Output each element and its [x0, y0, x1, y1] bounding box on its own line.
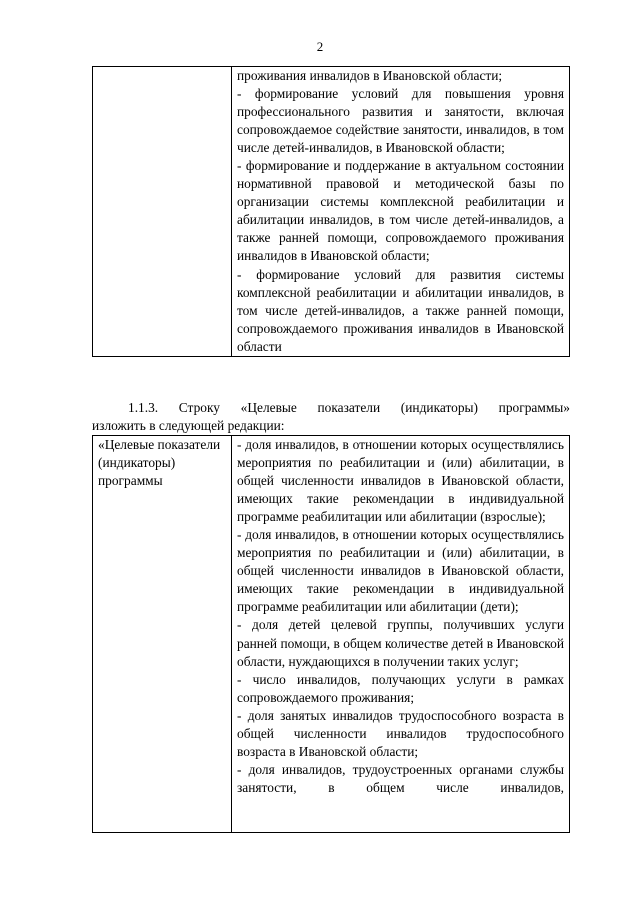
- indicator-item: - доля инвалидов, в отношении которых осуществлялись мероприятия по реабилитации и (или) абилитации, в общей численности инвалидов в Ивановской области, имеющих такие рекомендации в индивидуальной программе реабилитации или абилитации (взрослые);: [237, 437, 564, 525]
- amendment-instruction-line1: 1.1.3. Строку «Целевые показатели (индикаторы) программы»: [128, 400, 570, 415]
- indicator-item: - доля инвалидов, трудоустроенных органами службы занятости, в общем числе инвалидов,: [237, 761, 564, 795]
- indicator-item: - доля занятых инвалидов трудоспособного возраста в общей численности инвалидов трудоспособного возраста в Ивановской области;: [237, 707, 564, 759]
- amendment-instruction-line2: изложить в следующей редакции:: [92, 418, 285, 433]
- indicator-item: - число инвалидов, получающих услуги в рамках сопровождаемого проживания;: [237, 671, 564, 705]
- indicators-row-label: «Целевые показатели (индикаторы) программы: [98, 437, 221, 489]
- table1-paragraph: проживания инвалидов в Ивановской области;: [237, 68, 503, 83]
- table1-paragraph: - формирование условий для повышения уровня профессионального развития и занятости, включая сопровождаемое содействие занятости, инвалидов, в том числе детей-инвалидов, в Ивановской области;: [237, 86, 564, 156]
- amendment-instruction: [92, 399, 570, 435]
- indicator-item: - доля инвалидов, в отношении которых осуществлялись мероприятия по реабилитации и (или) абилитации, в общей численности инвалидов в Ивановской области, имеющих такие рекомендации в индивидуальной программе реабилитации или абилитации (дети);: [237, 527, 564, 615]
- table1-right-cell: [232, 67, 570, 357]
- table1-paragraph: - формирование и поддержание в актуальном состоянии нормативной правовой и методической базы по организации системы комплексной реабилитации и абилитации инвалидов, в том числе детей-инвалидов, а также ранней помощи, сопровождаемого проживания инвалидов в Ивановской области;: [237, 158, 564, 264]
- target-indicators-table: [92, 435, 570, 833]
- table1-paragraph: - формирование условий для развития системы комплексной реабилитации и абилитации инвалидов, в том числе детей-инвалидов, а также ранней помощи, сопровождаемого проживания инвалидов в Ивановской области: [237, 266, 564, 354]
- program-table-continued: [92, 66, 570, 357]
- table1-left-cell: [93, 67, 232, 357]
- table2-left-cell: [93, 436, 232, 833]
- table2-right-cell: [232, 436, 570, 833]
- indicator-item: - доля детей целевой группы, получивших услуги ранней помощи, в общем количестве детей в Ивановской области, нуждающихся в получении таких услуг;: [237, 617, 564, 669]
- page-number: 2: [316, 39, 324, 54]
